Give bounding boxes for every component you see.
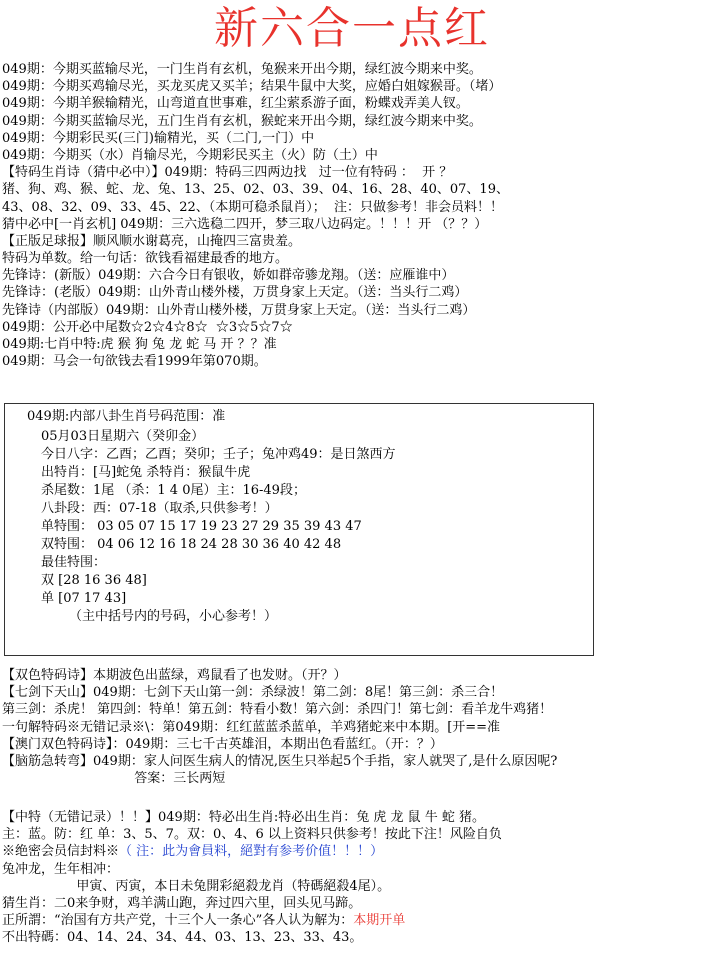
text-line: 【中特（无错记录）！！】049期：特必出生肖:特必出生肖：兔 虎 龙 鼠 牛 蛇 猪。 [2, 810, 485, 825]
box-line: 双特围： 04 06 12 16 18 24 28 30 36 40 42 48 [41, 537, 342, 552]
page-title: 新六合一点红 [214, 3, 490, 54]
text-line: 049期:七肖中特:虎 猴 狗 兔 龙 蛇 马 开 ？？准 [2, 337, 277, 352]
saying-text: 正所謂：“治国有方共产党，十三个人一条心”各人认为解为： [2, 913, 354, 929]
text-line: 049期：今期买（水）肖输尽光，今期彩民买主（火）防（土）中 [2, 147, 378, 163]
box-line: 单 [07 17 43] [41, 591, 127, 606]
text-line: 049期：今期买蓝输尽光，五门生肖有玄机，猴蛇来开出今期，绿红波今期来中奖。 [2, 113, 482, 129]
text-line: 答案：三长两短 [2, 771, 226, 787]
text-line: 049期：今期羊猴输精光，山弯道直世事难，红尘萦系游子面，粉蝶戏弄美人钗。 [2, 96, 469, 112]
section-extras [2, 667, 702, 787]
text-line: 甲寅、丙寅，本日未兔開彩絕殺龙肖（特碼絕殺4尾）。 [2, 878, 391, 894]
box-line: 05月03日星期六（癸卯金） [41, 429, 205, 444]
box-line: 单特围： 03 05 07 15 17 19 23 27 29 35 39 43 47 [41, 519, 362, 534]
text-line: 【脑筋急转弯】049期：家人问医生病人的情况,医生只举起5个手指，家人就哭了,是什么原因呢? [2, 753, 558, 769]
text-line: 不出特碼：04、14、24、34、44、03、13、23、33、43。 [2, 930, 363, 946]
text-line: 43、08、32、09、33、45、22、（本期可稳杀鼠肖）； 注：只做参考！非会员料！！ [2, 199, 504, 215]
box-line: 杀尾数：1尾 （杀：1 4 0尾）主：16-49段； [41, 483, 306, 498]
section-members [2, 809, 702, 947]
box-line: 049期:内部八卦生肖号码范围：准 [27, 409, 226, 424]
text-line: 【双色特码诗】本期波色出蓝绿，鸡鼠看了也发财。（开？） [2, 668, 347, 683]
text-line: 049期：今期买鸡输尽光，买龙买虎又买羊；结果牛鼠中大奖，应婚白姐嫁猴哥。（堵） [2, 79, 502, 95]
text-line: 049期：马会一句欲钱去看1999年第070期。 [2, 354, 267, 370]
box-line: 最佳特围： [41, 555, 107, 570]
text-line: 兔冲龙，生年相冲： [2, 861, 120, 877]
box-line: （主中括号内的号码，小心参考！） [69, 609, 278, 624]
text-line: 先锋诗（内部版）049期：山外青山楼外楼，万贯身家上天定。（送：当头行二鸡） [2, 302, 476, 318]
text-line: 【特码生肖诗（猜中必中）】049期：特码三四两边找 过一位有特码 ： 开 ？ [2, 165, 453, 181]
text-line: 【正版足球报】顺风顺水谢葛亮，山掩四三富贵羞。 [2, 233, 302, 249]
section-predictions [2, 61, 702, 370]
text-line: 猜中必中[一肖玄机] 049期：三六选稳二四开，梦三取八边码定。！！！开 （？？） [2, 216, 488, 232]
text-line: 主：蓝。防：红 单：3、5、7。双：0、4、6 以上资料只供参考！按此下注！风险自负 [2, 827, 502, 843]
text-line: 猜生肖：二0来争财，鸡羊满山跑，奔过四六里，回头见马蹄。 [2, 895, 362, 911]
text-line: 049期：今期买蓝输尽光，一门生肖有玄机，兔猴来开出今期，绿红波今期来中奖。 [2, 62, 482, 77]
text-line: 特码为单数。给一句话：欲钱看福建最香的地方。 [2, 251, 289, 267]
box-line: 双 [28 16 36 48] [41, 573, 147, 588]
text-line: 【澳门双色特码诗】：049期：三七千古英雄泪，本期出色看蓝红。（开：？） [2, 736, 443, 752]
text-line [2, 843, 702, 860]
box-line: 八卦段：西：07-18（取杀,只供参考！） [41, 501, 278, 516]
text-line: 猪、狗、鸡、猴、蛇、龙、兔、13、25、02、03、39、04、16、28、40、07、19、 [2, 182, 509, 198]
text-line: 一句解特码※无错记录※\：第049期：红红蓝蓝杀蓝单，羊鸡猪蛇来中本期。[开==准 [2, 719, 501, 735]
text-line: 049期：今期彩民买(三门)输精光，买（二门,一门）中 [2, 130, 315, 146]
box-line: 今日八字：乙酉；乙酉；癸卯；壬子；兔冲鸡49：是日煞西方 [41, 447, 396, 462]
member-note: （ 注：此为會員料，絕對有参考价值！！！） [119, 844, 384, 860]
text-line: 先锋诗：(新版）049期：六合今日有银收，娇如群帝骖龙翔。（送：应雁谁中） [2, 268, 455, 284]
text-line: 第三剑：杀虎！ 第四剑：特单！第五剑：特看小数！第六剑：杀四门！第七剑：看羊龙牛鸡猪！ [2, 702, 553, 718]
saying-answer: 本期开单 [353, 913, 406, 929]
text-line: 先锋诗：(老版）049期：山外青山楼外楼，万贯身家上天定。（送：当头行二鸡） [2, 285, 468, 301]
text-line: 【七剑下天山】049期：七剑下天山第一剑：杀绿波！第二剑：8尾！第三剑：杀三合！ [2, 685, 504, 701]
box-line: 出特肖：[马]蛇兔 杀特肖：猴鼠牛虎 [41, 465, 251, 480]
bagua-box [4, 403, 594, 656]
member-label: ※绝密会员信封料※ [2, 844, 120, 860]
text-line [2, 912, 702, 929]
text-line: 049期：公开必中尾数☆2☆4☆8☆ ☆3☆5☆7☆ [2, 319, 293, 335]
